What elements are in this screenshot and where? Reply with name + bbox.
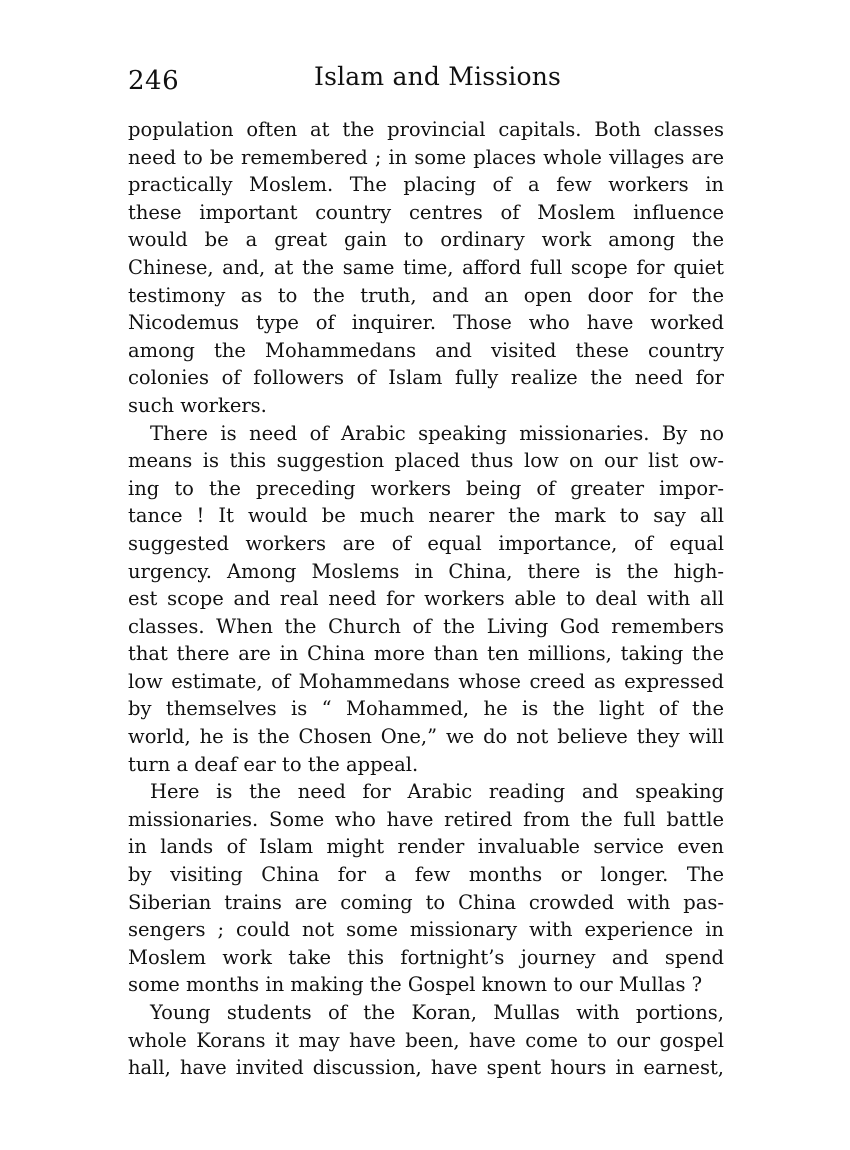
paragraph-first-line: Here is the need for Arabic reading and speaking (150, 780, 724, 804)
paragraph-first-line: There is need of Arabic speaking missionaries. By no (150, 421, 724, 445)
page-number: 246 (128, 66, 180, 96)
text-line: Siberian trains are coming to China crowded with pas- (128, 890, 724, 914)
text-line: urgency. Among Moslems in China, there is the high- (128, 559, 724, 583)
text-line: by themselves is “ Mohammed, he is the light of the (128, 697, 724, 721)
text-line: by visiting China for a few months or longer. The (128, 863, 724, 887)
text-line: Nicodemus type of inquirer. Those who have worked (128, 311, 724, 335)
text-line: classes. When the Church of the Living God remembers (128, 614, 724, 638)
text-line: among the Mohammedans and visited these country (128, 338, 724, 362)
page-header (128, 58, 724, 98)
text-line: sengers ; could not some missionary with experience in (128, 918, 724, 942)
text-line: testimony as to the truth, and an open door for the (128, 283, 724, 307)
text-line: some months in making the Gospel known to our Mullas ? (128, 973, 703, 997)
text-line: suggested workers are of equal importance, of equal (128, 531, 724, 555)
text-line: these important country centres of Moslem influence (128, 200, 724, 224)
text-line: practically Moslem. The placing of a few workers in (128, 173, 724, 197)
body-text (128, 116, 724, 1082)
text-line: need to be remembered ; in some places whole villages are (128, 145, 724, 169)
text-line: missionaries. Some who have retired from the full battle (128, 807, 724, 831)
running-title: Islam and Missions (314, 62, 562, 91)
text-line: colonies of followers of Islam fully realize the need for (128, 366, 724, 390)
text-line: population often at the provincial capitals. Both classes (128, 118, 724, 141)
text-line: Moslem work take this fortnight’s journey and spend (128, 945, 724, 969)
text-line: Chinese, and, at the same time, afford full scope for quiet (128, 255, 724, 279)
text-line: whole Korans it may have been, have come to our gospel (128, 1028, 724, 1052)
text-line: means is this suggestion placed thus low on our list ow- (128, 449, 724, 473)
text-line: in lands of Islam might render invaluable service even (128, 835, 724, 859)
text-line: world, he is the Chosen One,” we do not believe they will (128, 725, 724, 749)
paragraph-first-line: Young students of the Koran, Mullas with portions, (150, 1001, 724, 1024)
text-line: hall, have invited discussion, have spent hours in earnest, (128, 1056, 724, 1080)
text-line: est scope and real need for workers able to deal with all (128, 587, 724, 611)
text-line: such workers. (128, 393, 267, 417)
text-line: low estimate, of Mohammedans whose creed as expressed (128, 669, 724, 693)
text-line: tance ! It would be much nearer the mark to say all (128, 504, 724, 528)
text-line: that there are in China more than ten millions, taking the (128, 642, 724, 666)
text-line: would be a great gain to ordinary work among the (128, 228, 724, 252)
text-line: turn a deaf ear to the appeal. (128, 752, 419, 776)
text-line: ing to the preceding workers being of greater impor- (128, 476, 724, 500)
